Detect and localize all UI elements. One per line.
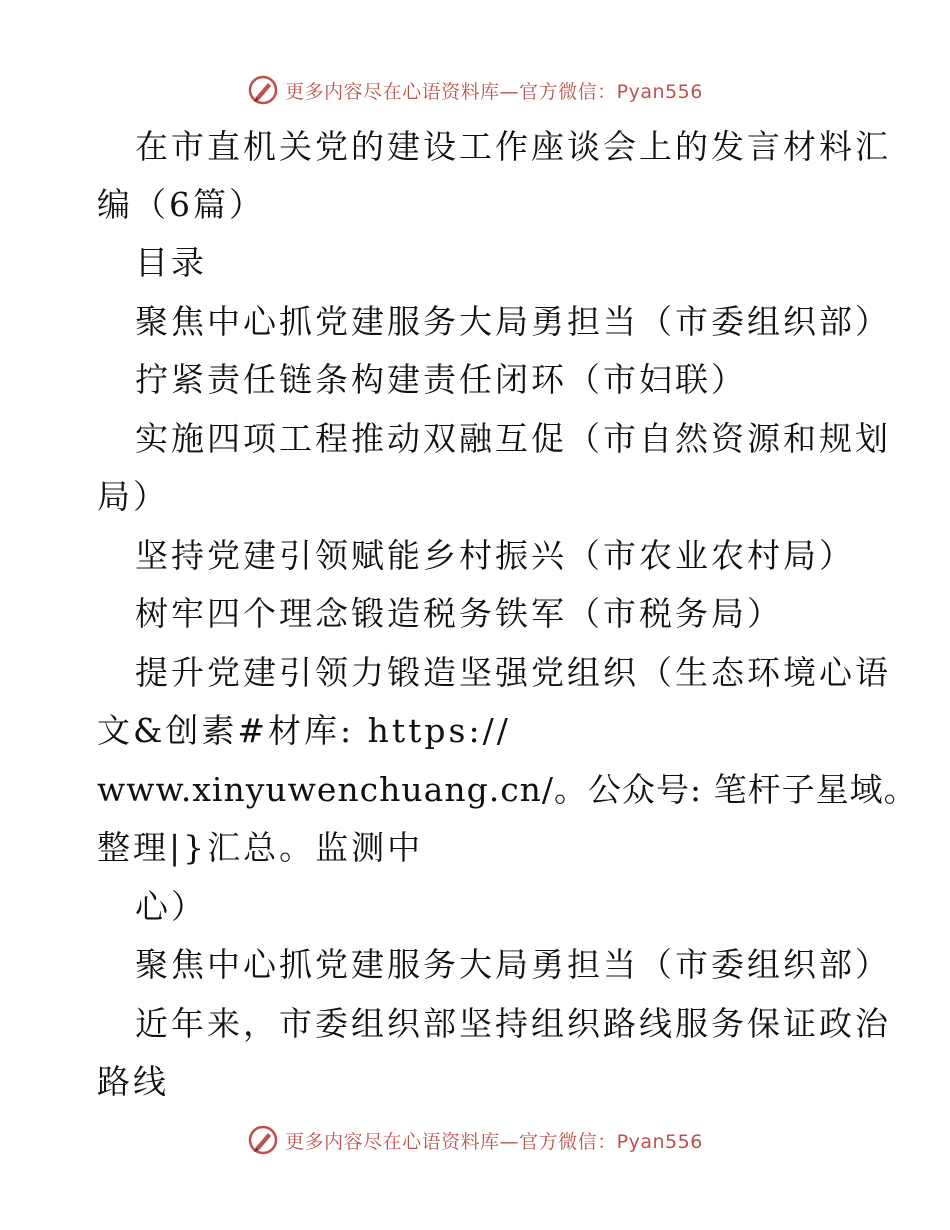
section-heading: 聚焦中心抓党建服务大局勇担当（市委组织部）: [135, 945, 891, 984]
footer-banner-text: 更多内容尽在心语资料库—官方微信：Pyan556: [285, 1130, 703, 1153]
pen-logo-icon: [247, 74, 279, 106]
doc-title-line-2: 编（6篇）: [97, 185, 265, 224]
pen-logo-icon: [247, 1124, 279, 1156]
toc-item: 实施四项工程推动双融互促（市自然资源和规划: [135, 419, 891, 458]
toc-item: 拧紧责任链条构建责任闭环（市妇联）: [135, 360, 747, 399]
paragraph-line: 近年来，市委组织部坚持组织路线服务保证政治: [135, 1004, 891, 1043]
toc-item: 提升党建引领力锻造坚强党组织（生态环境心语: [135, 653, 891, 692]
toc-item-continued: www.xinyuwenchuang.cn/。公众号: 笔杆子星域。: [97, 770, 918, 809]
toc-item-continued: 心）: [135, 887, 207, 926]
toc-item-continued: 局）: [97, 477, 169, 516]
toc-item: 坚持党建引领赋能乡村振兴（市农业农村局）: [135, 536, 855, 575]
toc-item-continued: 文&创素#材库: https://: [97, 711, 511, 750]
header-watermark-banner: [0, 70, 950, 110]
toc-item: 聚焦中心抓党建服务大局勇担当（市委组织部）: [135, 302, 891, 341]
toc-heading: 目录: [135, 243, 207, 282]
footer-watermark-banner: [0, 1120, 950, 1160]
doc-title-line-1: 在市直机关党的建设工作座谈会上的发言材料汇: [135, 127, 891, 166]
paragraph-line: 路线: [97, 1062, 169, 1101]
header-banner-text: 更多内容尽在心语资料库—官方微信：Pyan556: [285, 80, 703, 103]
toc-item: 树牢四个理念锻造税务铁军（市税务局）: [135, 594, 783, 633]
toc-item-continued: 整理|}汇总。监测中: [97, 828, 424, 867]
